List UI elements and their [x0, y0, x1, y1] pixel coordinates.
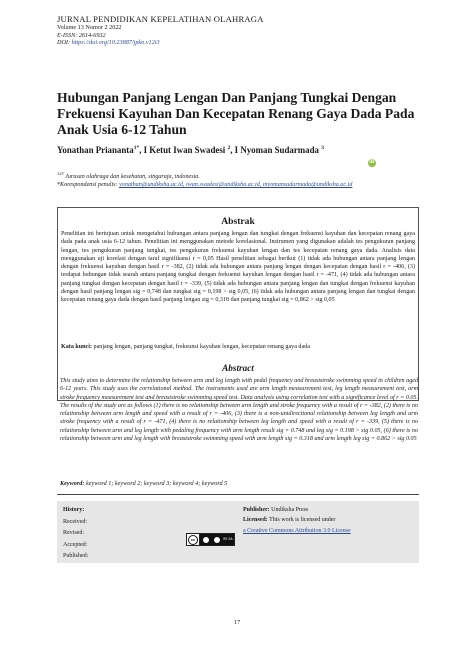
licensed-text: This work is licensed under: [269, 517, 336, 524]
article-title: Hubungan Panjang Lengan Dan Panjang Tungkai Dengan Frekuensi Kayuhan Dan Kecepatan Renang Gaya Dada Pada Anak Usia 6-12 Tahun: [57, 90, 415, 137]
history-box: [57, 501, 419, 563]
abstract-heading: Abstract: [222, 363, 254, 373]
kata-kunci-label: Kata kunci:: [61, 344, 92, 350]
author-mark: 1*: [133, 145, 140, 152]
publisher-info: [243, 505, 415, 536]
doi-link[interactable]: https://doi.org/10.23887/jpko.v12i3: [71, 39, 160, 47]
affiliation-line: [57, 170, 417, 181]
abstrak-heading: Abstrak: [221, 216, 255, 227]
doi-label: DOI:: [57, 39, 71, 47]
journal-issn: E-ISSN: 2614-6932: [57, 31, 106, 39]
journal-volume: Volume 13 Nomor 2 2022: [57, 24, 122, 31]
kata-kunci-text: panjang lengan, panjang tungkai, frekeunsi kayuhan lengan, kecepatan renang gaya dada: [93, 344, 310, 350]
history-heading: History:: [63, 507, 85, 513]
affiliation-mark: 123: [57, 171, 64, 176]
affiliation-text: Jurusan olahraga dan kesehatan, singaraja, indonesia.: [65, 174, 200, 181]
accepted-label: Accepted:: [63, 541, 88, 548]
cc-license-badge[interactable]: [186, 533, 235, 546]
page-number: 17: [233, 619, 241, 626]
author-list: Yonathan Priananta$^{1*}$, I Ketut Iwan Swadesi $^2$, I Nyoman Sudarmada $^3$: [57, 145, 324, 155]
cc-logo-icon: cc: [187, 534, 200, 545]
cc-badge-text: BY SA: [222, 534, 234, 545]
author-name: I Ketut Iwan Swadesi: [143, 145, 226, 155]
correspondence-line: [57, 181, 417, 189]
journal-name: JURNAL PENDIDIKAN KEPELATIHAN OLAHRAGA: [57, 14, 264, 24]
abstract-text: This study aims to determine the relationship between arm and leg length with pedal frequency and breaststroke swimming speed in children aged 6-12 years. This study uses the correlational method. The instruments used are arm length measurement test, leg length measurement test, arm stroke frequency measurement test and breaststroke swimming speed test. Data analysis using correlation test with a significance level of r = 0.05. The results of the study are as follows (1) there is no relationship between arm length and stroke frequency with a result of r = -382, (2) there is no relationship between arm length and speed with a result of r = -406, (3) there is a non-unidirectional relationship between leg length and arm stroke frequency with a result of r = -471, (4) there is no relationship between leg length and speed with a result of r = -339, (5) there is no relationship between arm and leg length with pedaling frequency with arm length result sig = 0.748 and leg sig = 0.198 > sig 0.05, (6) there is no relationship between arm and leg length with breaststroke swimming speed with arm length sig = 0.318 and arm length leg sig = 0.862 > sig 0.05: [60, 378, 418, 443]
publisher-line: [243, 505, 415, 515]
by-icon: [203, 537, 209, 543]
author-name: Yonathan Priananta: [57, 145, 134, 155]
keyword-line: [60, 480, 420, 487]
sa-icon: [214, 537, 220, 543]
divider: [57, 494, 419, 495]
author-name: I Nyoman Sudarmada: [234, 145, 319, 155]
licensed-label: Licensed:: [243, 517, 268, 524]
keyword-text: keyword 1; keyword 2; keyword 3; keyword 4; keyword 5: [85, 480, 228, 487]
cc-attribution-icons: [200, 534, 222, 545]
orcid-icon[interactable]: iD: [369, 160, 375, 165]
publisher-name: Undiksha Press: [271, 507, 309, 513]
affiliation-block: [57, 170, 417, 189]
publisher-label: Publisher:: [243, 507, 270, 513]
cc-badge-body: [186, 533, 235, 546]
licensed-line: [243, 515, 415, 525]
received-label: Received:: [63, 518, 87, 525]
author-mark: 3: [321, 145, 324, 152]
journal-header: [57, 14, 397, 47]
license-link[interactable]: a Creative Commons Attribution 3.0 License: [243, 527, 351, 534]
abstract-box: [57, 207, 419, 401]
published-label: Published:: [63, 553, 89, 560]
author-mark: 2: [227, 145, 231, 152]
correspondence-emails[interactable]: yonathan@undiksha.ac.id, iwan.swadesi@undiksha.ac.id, inyomansudarmada@undiksha.ac.id: [119, 182, 353, 189]
kata-kunci: [61, 343, 415, 351]
revised-label: Revised:: [63, 530, 84, 537]
correspondence-label: *Korespondensi penulis:: [57, 182, 118, 189]
abstrak-text: Penelitian ini bertujuan untuk mengetahui hubungan antara panjang lengan dan tungkai dengan frekuensi kayuhan dan kecepatan renang gaya dada pada anak usia 6-12 tahun. Penelitian ini menggunakan metode korelasional. Instrumen yang digunakan adalah tes pengukuran panjang lengan, tes pengukuran panjang tungkai, tes pengukuran frekuensi kayuhan lengan dan tes kecepatan renang gaya dada. Analisis data menggunakan uji korelasi dengan taraf signifikansi r = 0,05 Hasil penelitian sebagai berikut (1) tidak ada hubungan antara panjang lengan dengan frekuensi kayuhan dengan hasil r = -382, (2) tidak ada hubungan antara panjang lengan dengan kecepatan dengan hasil r = -406, (3) terdapat hubungan tidak searah antara panjang tungkai dengan frekuensi kayuhan lengan dengan hasil r = -471, (4) tidak ada hubungan antara panjang tungkai dengan kecepatan dengan hasil r = -339, (5) tidak ada hubungan antara panjang lengan dan tungkai dengan frekuensi kayuhan dengan hasil panjang lengan sig = 0,748 dan tungkai sig = 0,198 > sig 0,05, (6) tidak ada hubungan antara panjang lengan dan tungkai dengan kecepatan renang gaya dada dengan hasil panjang lengan sig = 0,318 dan panjang tungkai sig = 0,862 > sig 0,05: [61, 231, 415, 304]
journal-doi: [57, 39, 397, 47]
keyword-label: Keyword:: [60, 480, 85, 487]
